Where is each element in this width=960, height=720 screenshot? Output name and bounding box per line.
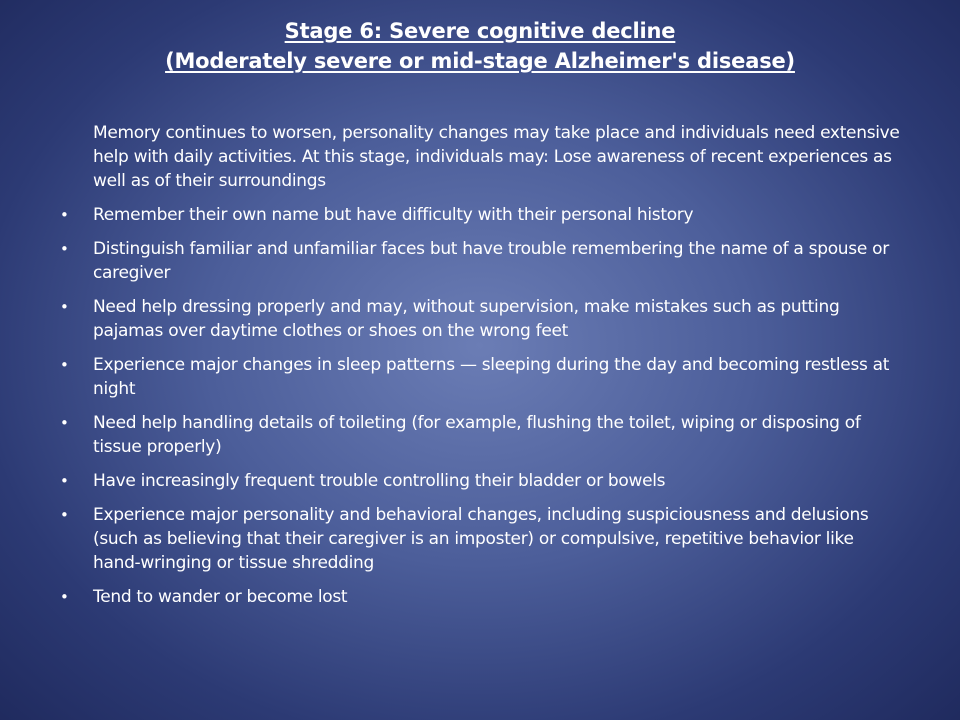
bullet-text: Experience major personality and behavioral changes, including suspiciousness and delusions (such as believing that their caregiver is an imposter) or compulsive, repetitive behavior like hand-wringing or tissue shredding <box>93 505 869 573</box>
slide-body <box>60 121 906 619</box>
bullet-icon: • <box>60 356 69 374</box>
bullet-text: Remember their own name but have difficulty with their personal history <box>93 205 694 225</box>
bullet-icon: • <box>60 240 69 258</box>
bullet-text: Need help dressing properly and may, without supervision, make mistakes such as putting pajamas over daytime clothes or shoes on the wrong feet <box>93 297 840 341</box>
intro-paragraph: Memory continues to worsen, personality changes may take place and individuals need extensive help with daily activities. At this stage, individuals may: Lose awareness of recent experiences as well as of their surroundings <box>93 123 900 191</box>
bullet-icon: • <box>60 588 69 606</box>
bullet-icon: • <box>60 298 69 316</box>
title-line-2: (Moderately severe or mid-stage Alzheimer's disease) <box>165 49 795 73</box>
bullet-icon: • <box>60 206 69 224</box>
bullet-text: Distinguish familiar and unfamiliar faces but have trouble remembering the name of a spouse or caregiver <box>93 239 889 283</box>
bullet-text: Need help handling details of toileting (for example, flushing the toilet, wiping or disposing of tissue properly) <box>93 413 861 457</box>
bullet-text: Experience major changes in sleep patterns — sleeping during the day and becoming restless at night <box>93 355 890 399</box>
bullet-icon: • <box>60 506 69 524</box>
bullet-item <box>60 503 906 575</box>
bullet-item <box>60 295 906 343</box>
bullet-icon: • <box>60 472 69 490</box>
bullet-icon: • <box>60 414 69 432</box>
bullet-item <box>60 353 906 401</box>
slide-title <box>0 16 960 76</box>
bullet-item <box>60 469 906 493</box>
bullet-list <box>60 203 906 609</box>
bullet-item <box>60 237 906 285</box>
bullet-item <box>60 411 906 459</box>
bullet-item <box>60 585 906 609</box>
bullet-text: Tend to wander or become lost <box>93 587 348 607</box>
bullet-text: Have increasingly frequent trouble controlling their bladder or bowels <box>93 471 666 491</box>
bullet-item <box>60 203 906 227</box>
title-line-1: Stage 6: Severe cognitive decline <box>284 19 676 43</box>
